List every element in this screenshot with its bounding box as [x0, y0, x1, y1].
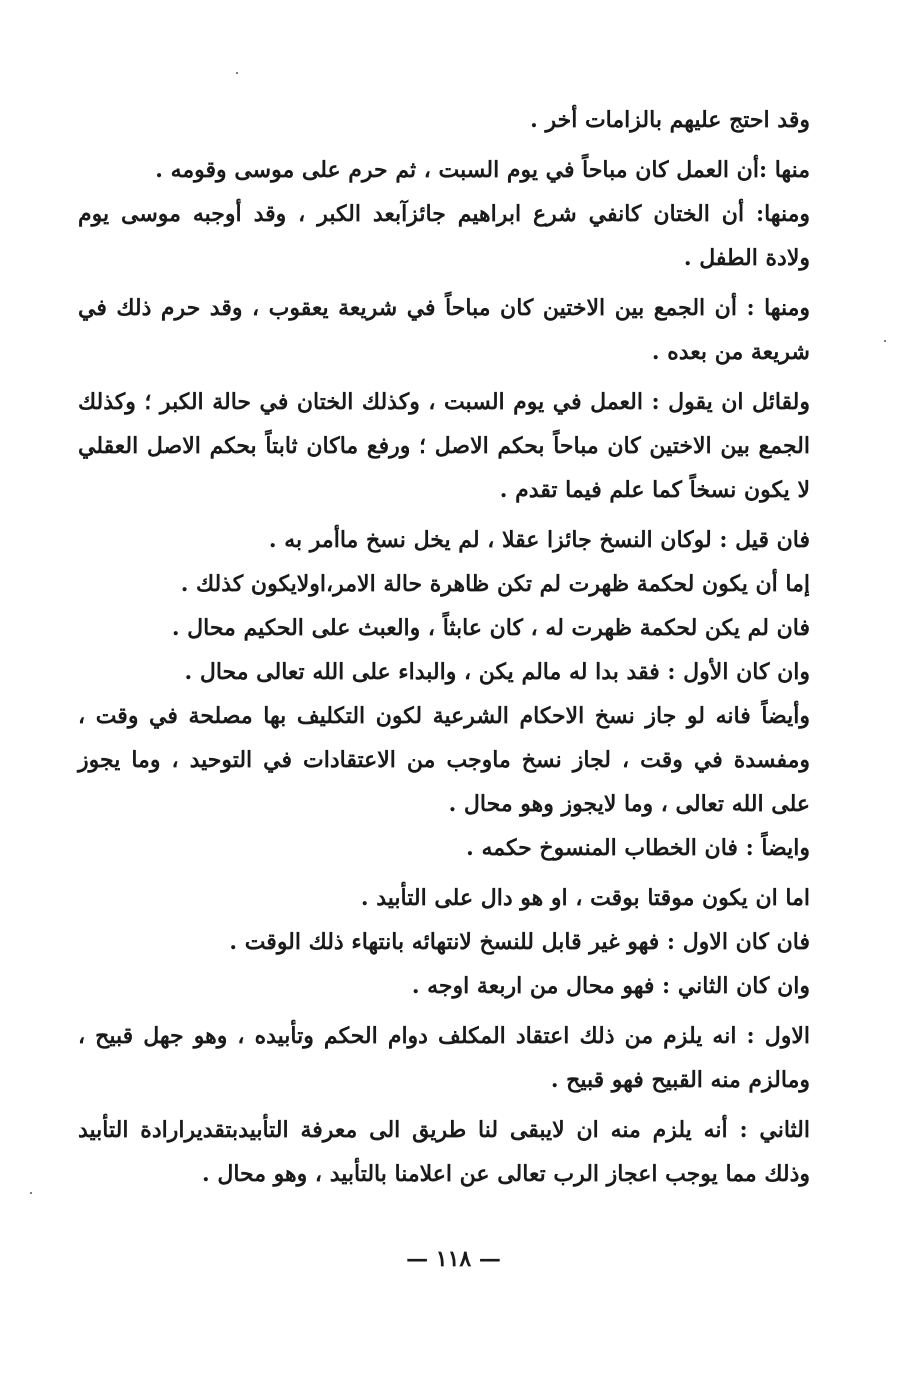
paragraph-16: الثاني : أنه يلزم منه ان لايبقى لنا طريق الى معرفة التأبيدبتقديرارادة التأبيد وذلك مما يوجب اعجاز الرب تعالى عن اعلامنا بالتأبيد ، وهو محال .	[78, 1117, 810, 1187]
paragraph-13: فان كان الاول : فهو غير قابل للنسخ لانتهائه بانتهاء ذلك الوقت .	[229, 929, 810, 955]
page-body-text	[78, 98, 810, 1196]
page-number: — ١١٨ —	[406, 1246, 501, 1272]
paragraph-1: وقد احتج عليهم بالزامات أخر .	[530, 107, 810, 133]
paragraph-10: وأيضاً فانه لو جاز نسخ الاحكام الشرعية لكون التكليف بها مصلحة في وقت ، ومفسدة في وقت ، لجاز نسخ ماوجب من الاعتقادات في التوحيد ، وما يجوز على الله تعالى ، وما لايجوز وهو محال .	[78, 703, 810, 817]
paragraph-9: وان كان الأول : فقد بدا له مالم يكن ، والبداء على الله تعالى محال .	[184, 659, 810, 685]
paragraph-7: إما أن يكون لحكمة ظهرت لم تكن ظاهرة حالة الامر،اولايكون كذلك .	[180, 571, 810, 597]
paragraph-12: اما ان يكون موقتا بوقت ، او هو دال على التأبيد .	[360, 885, 810, 911]
paragraph-2: منها :أن العمل كان مباحاً في يوم السبت ، ثم حرم على موسى وقومه .	[155, 157, 810, 183]
paragraph-4: ومنها : أن الجمع بين الاختين كان مباحاً في شريعة يعقوب ، وقد حرم ذلك في شريعة من بعده .	[78, 295, 810, 365]
paragraph-3: ومنها: أن الختان كانفي شرع ابراهيم جائزآبعد الكبر ، وقد أوجبه موسى يوم ولادة الطفل .	[78, 201, 810, 271]
paragraph-14: وان كان الثاني : فهو محال من اربعة اوجه .	[411, 973, 810, 999]
paragraph-11: وايضاً : فان الخطاب المنسوخ حكمه .	[466, 835, 810, 861]
scan-speck	[236, 72, 238, 74]
paragraph-5: ولقائل ان يقول : العمل في يوم السبت ، وكذلك الختان في حالة الكبر ؛ وكذلك الجمع بين الاختين كان مباحاً بحكم الاصل ؛ ورفع ماكان ثابتاً بحكم الاصل العقلي لا يكون نسخاً كما علم فيما تقدم .	[78, 389, 810, 503]
paragraph-6: فان قيل : لوكان النسخ جائزا عقلا ، لم يخل نسخ ماأمر به .	[268, 527, 810, 553]
paragraph-8: فان لم يكن لحكمة ظهرت له ، كان عابثاً ، والعبث على الحكيم محال .	[171, 615, 810, 641]
scan-speck	[884, 340, 886, 342]
scan-speck	[30, 1192, 32, 1194]
paragraph-15: الاول : انه يلزم من ذلك اعتقاد المكلف دوام الحكم وتأبيده ، وهو جهل قبيح ، ومالزم منه القبيح فهو قبيح .	[78, 1023, 810, 1093]
